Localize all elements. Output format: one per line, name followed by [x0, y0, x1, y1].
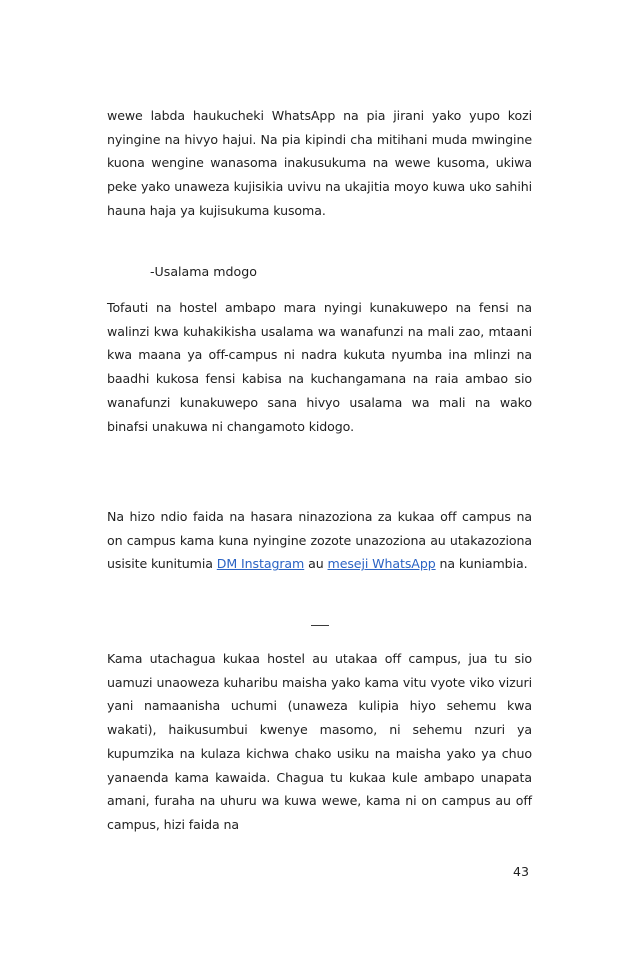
summary-text-before: Na hizo ndio faida na hasara ninazoziona za kukaa off campus na on campus kama kuna nyingine zozote unazoziona au utakazoziona usisite kunitumia	[107, 509, 532, 572]
section-heading-usalama-mdogo: -Usalama mdogo	[150, 264, 257, 279]
section-divider	[311, 625, 329, 626]
dm-instagram-link[interactable]: DM Instagram	[216, 556, 305, 572]
page-number: 43	[513, 864, 530, 879]
paragraph-summary	[107, 505, 532, 576]
whatsapp-message-link[interactable]: meseji WhatsApp	[327, 556, 436, 572]
paragraph-security: Tofauti na hostel ambapo mara nyingi kunakuwepo na fensi na walinzi kwa kuhakikisha usalama wa wanafunzi na mali zao, mtaani kwa maana ya off-campus ni nadra kukuta nyumba ina mlinzi na baadhi kukosa fensi kabisa na kuchangamana na raia ambao sio wanafunzi kunakuwepo sana hivyo usalama wa mali na wako binafsi unakuwa ni changamoto kidogo.	[107, 300, 532, 434]
paragraph-study-motivation: wewe labda haukucheki WhatsApp na pia jirani yako yupo kozi nyingine na hivyo hajui. Na pia kipindi cha mitihani muda mwingine kuona wengine wanasoma inakusukuma na wewe kusoma, ukiwa peke yako unaweza kujisikia uvivu na ukajitia moyo kuwa uko sahihi hauna haja ya kujisukuma kusoma.	[107, 108, 532, 218]
summary-text-after: na kuniambia.	[435, 556, 528, 572]
summary-text-middle: au	[304, 556, 328, 572]
paragraph-conclusion: Kama utachagua kukaa hostel au utakaa off campus, jua tu sio uamuzi unaoweza kuharibu maisha yako kama vitu vyote viko vizuri yani namaanisha uchumi (unaweza kulipia hiyo sehemu kwa wakati), haikusumbui kwenye masomo, ni sehemu nzuri ya kupumzika na kulaza kichwa chako usiku na maisha yako ya chuo yanaenda kama kawaida. Chagua tu kukaa kule ambapo unapata amani, furaha na uhuru wa kuwa wewe, kama ni on campus au off campus, hizi faida na	[107, 651, 532, 832]
